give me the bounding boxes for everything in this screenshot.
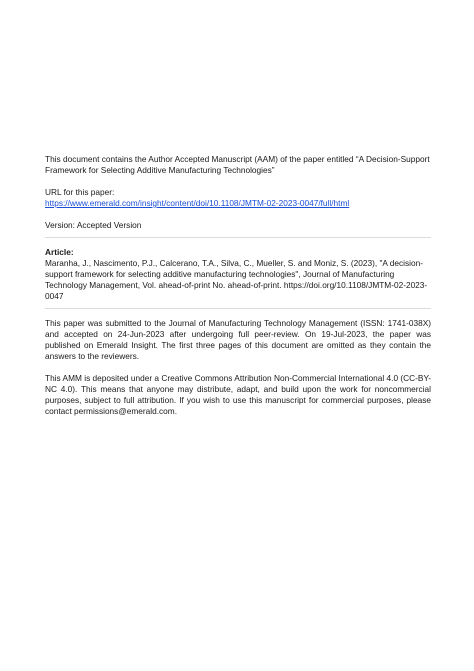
intro-paragraph: This document contains the Author Accepted Manuscript (AAM) of the paper entitled “A Decision-Support Framework for Selecting Additive Manufacturing Technologies”: [45, 154, 430, 175]
article-heading: Article:: [45, 247, 74, 257]
license-paragraph: This AMM is deposited under a Creative Commons Attribution Non-Commercial International 4.0 (CC-BY-NC 4.0). This means that anyone may distribute, adapt, and build upon the work for noncommercial purposes, subject to full attribution. If you wish to use this manuscript for commercial purposes, please contact permissions@emerald.com.: [45, 373, 431, 416]
submission-paragraph: This paper was submitted to the Journal of Manufacturing Technology Management (ISSN: 1741-038X) and accepted on 24-Jun-2023 after undergoing full peer-review. On 19-Jul-2023, the paper was published on Emerald Insight. The first three pages of this document are omitted as they contain the answers to the reviewers.: [45, 318, 431, 361]
paper-url-link[interactable]: https://www.emerald.com/insight/content/doi/10.1108/JMTM-02-2023-0047/full/html: [45, 198, 350, 208]
url-label: URL for this paper:: [45, 187, 115, 197]
document-content: [45, 154, 431, 417]
article-citation: Maranha, J., Nascimento, P.J., Calcerano, T.A., Silva, C., Mueller, S. and Moniz, S. (2023), "A decision-support framework for selecting additive manufacturing technologies", Journal of Manufacturing Technology Management, Vol. ahead-of-print No. ahead-of-print. https://doi.org/10.1108/JMTM-02-2023-0047: [45, 258, 428, 301]
version-text: Version: Accepted Version: [45, 220, 142, 230]
